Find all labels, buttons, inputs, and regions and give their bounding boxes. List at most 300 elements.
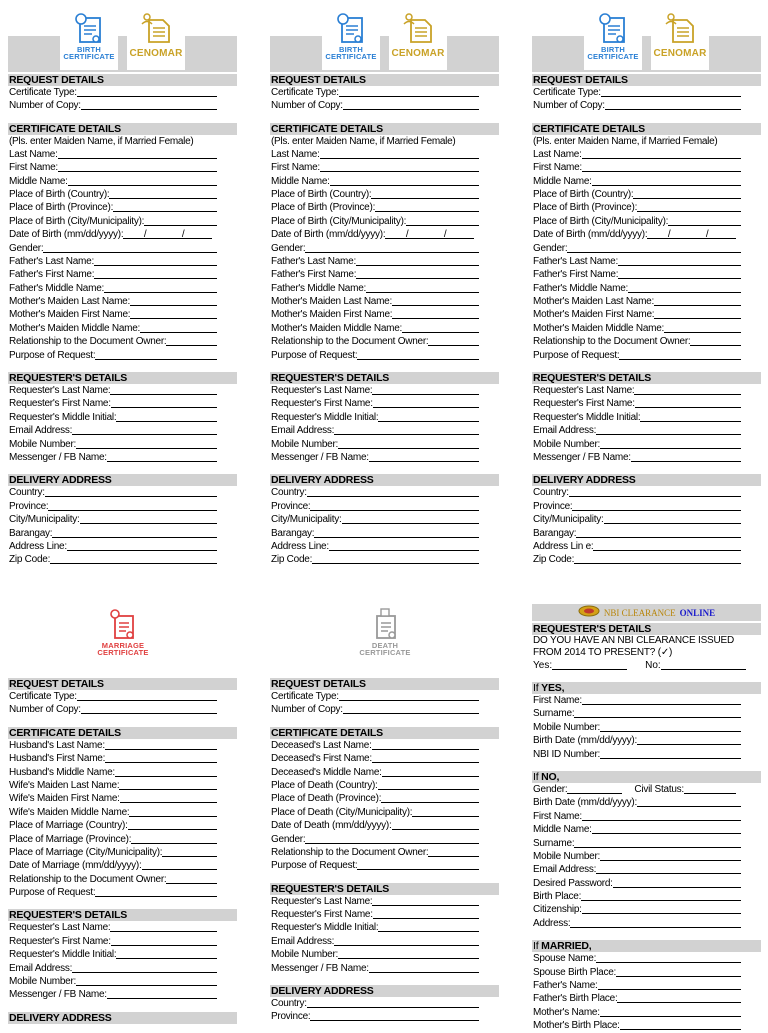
field-input-line[interactable] [48, 500, 217, 511]
field-input-line[interactable] [109, 188, 217, 199]
field-input-line[interactable] [142, 859, 217, 870]
field-input-line[interactable] [312, 553, 479, 564]
field-input-line[interactable] [67, 540, 217, 551]
form-row [8, 553, 237, 566]
field-input-line[interactable] [372, 895, 479, 906]
field-input-line[interactable] [320, 161, 479, 172]
field-label: Date of Birth (mm/dd/yyyy): [533, 229, 648, 241]
delivery-address-section [532, 474, 761, 566]
form-row [8, 921, 237, 934]
field-input-line[interactable] [392, 295, 479, 306]
field-input-line[interactable] [81, 703, 217, 714]
form-row [8, 703, 237, 716]
field-input-line[interactable] [576, 527, 741, 538]
field-input-line[interactable] [305, 833, 479, 844]
field-input-line[interactable] [356, 268, 479, 279]
field-label: Relationship to the Document Owner: [9, 873, 167, 885]
gender-input-line[interactable] [567, 783, 622, 794]
field-input-line[interactable] [166, 335, 217, 346]
field-input-line[interactable] [574, 707, 741, 718]
field-input-line[interactable] [339, 690, 479, 701]
field-input-line[interactable] [373, 908, 479, 919]
cenomar-logo [127, 8, 185, 70]
field-input-line[interactable] [131, 833, 217, 844]
field-input-line[interactable] [52, 527, 217, 538]
field-input-line[interactable] [428, 846, 479, 857]
form-row [270, 322, 499, 335]
field-label: Requester's Last Name: [271, 895, 373, 907]
cenomar-logo [651, 8, 709, 70]
form-row [8, 766, 237, 779]
field-input-line[interactable] [572, 500, 741, 511]
field-input-line[interactable] [111, 397, 217, 408]
field-label: Mobile Number: [533, 721, 601, 733]
form-row [270, 438, 499, 451]
field-input-line[interactable] [107, 451, 217, 462]
delivery-address-section [270, 985, 499, 1024]
field-label: Wife's Maiden Middle Name: [9, 806, 130, 818]
form-row [532, 397, 761, 410]
field-label: Wife's Maiden First Name: [9, 793, 120, 805]
field-input-line[interactable] [342, 513, 479, 524]
if-heading [532, 682, 761, 694]
field-input-line[interactable] [598, 979, 741, 990]
field-input-line[interactable] [113, 201, 217, 212]
field-label: Father's Middle Name: [533, 282, 629, 294]
field-input-line[interactable] [120, 792, 217, 803]
form-row [532, 952, 761, 965]
field-input-line[interactable] [95, 349, 217, 360]
form-row [8, 873, 237, 886]
field-input-line[interactable] [690, 335, 741, 346]
field-label: Place of Death (Province): [271, 793, 382, 805]
field-label: Date of Birth (mm/dd/yyyy): [271, 229, 386, 241]
field-input-line[interactable] [582, 903, 741, 914]
field-input-line[interactable] [76, 438, 217, 449]
field-input-line[interactable] [633, 188, 741, 199]
field-input-line[interactable] [600, 850, 741, 861]
form-row [270, 255, 499, 268]
field-input-line[interactable] [406, 215, 479, 226]
form-birth-cenomar-3 [532, 0, 761, 567]
field-input-line[interactable] [600, 721, 741, 732]
form-row [532, 308, 761, 321]
field-input-line[interactable] [375, 201, 479, 212]
field-input-line[interactable] [116, 948, 217, 959]
form-row [532, 500, 761, 513]
birth-certificate-icon [584, 10, 642, 46]
nbi-logo-online: ONLINE [679, 607, 716, 618]
field-label: Middle Name: [533, 175, 592, 187]
field-input-line[interactable] [369, 451, 479, 462]
field-label: Certificate Type: [9, 87, 77, 98]
field-input-line[interactable] [110, 921, 217, 932]
field-input-line[interactable] [128, 819, 217, 830]
field-input-line[interactable] [371, 188, 479, 199]
field-input-line[interactable] [574, 553, 741, 564]
field-input-line[interactable] [130, 308, 217, 319]
field-input-line[interactable] [95, 886, 217, 897]
form-row [8, 148, 237, 161]
field-input-line[interactable] [637, 734, 741, 745]
field-input-line[interactable] [329, 540, 479, 551]
form-row [532, 748, 761, 761]
field-input-line[interactable] [369, 962, 479, 973]
form-body [8, 74, 237, 567]
field-input-line[interactable] [334, 424, 479, 435]
birth-certificate-logo [322, 8, 380, 70]
form-row [532, 242, 761, 255]
field-input-line[interactable] [596, 952, 741, 963]
field-input-line[interactable] [574, 837, 741, 848]
field-input-line[interactable] [616, 966, 741, 977]
form-row [532, 175, 761, 188]
field-input-line[interactable] [640, 411, 741, 422]
date-month-line[interactable]: / [385, 228, 408, 239]
field-input-line[interactable] [392, 819, 479, 830]
field-label: Date of Birth (mm/dd/yyyy): [9, 229, 124, 241]
field-input-line[interactable] [116, 411, 217, 422]
field-input-line[interactable] [314, 527, 479, 538]
form-row [532, 255, 761, 268]
form-row [532, 734, 761, 747]
field-input-line[interactable] [77, 690, 217, 701]
field-input-line[interactable] [356, 255, 479, 266]
field-label: Barangay: [9, 527, 53, 539]
field-input-line[interactable] [94, 255, 217, 266]
field-input-line[interactable] [338, 438, 479, 449]
form-row [532, 438, 761, 451]
form-row [532, 721, 761, 734]
field-label: Purpose of Request: [533, 349, 620, 361]
field-input-line[interactable] [357, 349, 479, 360]
field-label: Last Name: [271, 148, 320, 160]
field-input-line[interactable] [111, 935, 217, 946]
field-input-line[interactable] [366, 282, 479, 293]
certificate-details-section [8, 123, 237, 362]
field-input-line[interactable] [76, 975, 217, 986]
request-details-section [532, 74, 761, 113]
field-input-line[interactable] [305, 242, 479, 253]
field-label: Number of Copy: [9, 100, 81, 112]
field-input-line[interactable] [637, 201, 741, 212]
section-heading: REQUESTER'S DETAILS [8, 909, 237, 921]
field-input-line[interactable] [582, 694, 741, 705]
if-heading [532, 940, 761, 952]
form-row [8, 308, 237, 321]
field-label: Address: [533, 917, 571, 929]
field-label: Citizenship: [533, 904, 582, 916]
field-input-line[interactable] [428, 335, 479, 346]
field-input-line[interactable] [592, 175, 741, 186]
field-input-line[interactable] [68, 175, 217, 186]
field-input-line[interactable] [166, 873, 217, 884]
birth-certificate-logo [60, 8, 118, 70]
field-input-line[interactable] [613, 877, 741, 888]
form-row [270, 997, 499, 1010]
date-year-line[interactable] [708, 228, 736, 239]
field-label: Mobile Number: [533, 438, 601, 450]
request-details-section [270, 678, 499, 717]
field-input-line[interactable] [605, 99, 741, 110]
field-label: City/Municipality: [9, 514, 80, 526]
field-label: Last Name: [533, 148, 582, 160]
form-row [8, 397, 237, 410]
cenomar-caption: CENOMAR [129, 48, 183, 59]
field-input-line[interactable] [569, 486, 741, 497]
form-header [8, 600, 237, 668]
field-input-line[interactable] [600, 748, 741, 759]
form-row [8, 451, 237, 464]
field-input-line[interactable] [72, 962, 217, 973]
form-row [270, 215, 499, 228]
field-input-line[interactable] [582, 148, 741, 159]
field-input-line[interactable] [618, 268, 741, 279]
field-input-line[interactable] [81, 99, 217, 110]
nbi-emblem-icon [578, 604, 600, 622]
form-birth-cenomar-2 [270, 0, 499, 567]
field-input-line[interactable] [582, 161, 741, 172]
field-input-line[interactable] [601, 86, 741, 97]
field-input-line[interactable] [600, 1006, 741, 1017]
birth-certificate-caption: BIRTH CERTIFICATE [63, 45, 115, 61]
field-input-line[interactable] [162, 846, 217, 857]
marriage-certificate-icon [88, 606, 158, 642]
field-input-line[interactable] [378, 411, 479, 422]
form-row [532, 890, 761, 903]
field-input-line[interactable] [58, 148, 217, 159]
if-married-section [532, 940, 761, 1032]
field-label: Deceased's First Name: [271, 753, 372, 765]
field-label: Mother's Maiden Middle Name: [9, 322, 141, 334]
field-input-line[interactable] [50, 553, 217, 564]
date-day-line[interactable]: / [146, 228, 184, 239]
form-header [532, 0, 761, 62]
form-row [532, 513, 761, 526]
field-label: City/Municipality: [271, 514, 342, 526]
field-input-line[interactable] [631, 451, 741, 462]
field-input-line[interactable] [119, 779, 217, 790]
date-year-line[interactable] [184, 228, 212, 239]
field-input-line[interactable] [668, 215, 741, 226]
field-label: Place of Birth (Province): [533, 202, 638, 214]
date-month-line[interactable]: / [123, 228, 146, 239]
yes-input-line[interactable] [552, 659, 627, 670]
field-input-line[interactable] [107, 988, 217, 999]
date-year-line[interactable] [446, 228, 474, 239]
date-month-line[interactable]: / [647, 228, 670, 239]
form-row [270, 806, 499, 819]
field-input-line[interactable] [94, 268, 217, 279]
field-label: City/Municipality: [533, 514, 604, 526]
death-certificate-caption: DEATH CERTIFICATE [359, 641, 411, 657]
nbi-logo-bar [532, 604, 761, 621]
field-input-line[interactable] [619, 349, 741, 360]
field-input-line[interactable] [618, 255, 741, 266]
field-input-line[interactable] [617, 992, 741, 1003]
field-label: First Name: [533, 695, 582, 706]
field-input-line[interactable] [58, 161, 217, 172]
field-input-line[interactable] [320, 148, 479, 159]
form-row [8, 935, 237, 948]
field-label: Purpose of Request: [9, 887, 96, 899]
field-input-line[interactable] [140, 322, 217, 333]
field-input-line[interactable] [581, 890, 741, 901]
field-label: Place of Birth (Province): [271, 202, 376, 214]
if-keyword: YES, [541, 682, 565, 694]
field-label: Country: [271, 487, 307, 499]
field-input-line[interactable] [654, 295, 741, 306]
field-input-line[interactable] [372, 739, 479, 750]
field-input-line[interactable] [412, 806, 479, 817]
field-label: Requester's Middle Initial: [9, 949, 117, 961]
field-label: Zip Code: [533, 554, 575, 566]
field-input-line[interactable] [130, 295, 217, 306]
field-label: Requester's Last Name: [9, 385, 111, 397]
field-input-line[interactable] [373, 397, 479, 408]
field-label: Mother's Maiden Middle Name: [271, 322, 403, 334]
field-label: Place of Birth (City/Municipality): [9, 215, 145, 227]
form-row [532, 161, 761, 174]
form-row [270, 752, 499, 765]
field-input-line[interactable] [45, 486, 217, 497]
field-input-line[interactable] [372, 752, 479, 763]
field-input-line[interactable] [72, 424, 217, 435]
field-input-line[interactable] [334, 935, 479, 946]
field-input-line[interactable] [129, 806, 217, 817]
field-input-line[interactable] [582, 810, 741, 821]
field-input-line[interactable] [310, 500, 479, 511]
field-input-line[interactable] [338, 948, 479, 959]
field-input-line[interactable] [378, 921, 479, 932]
field-input-line[interactable] [634, 384, 741, 395]
field-input-line[interactable] [592, 823, 741, 834]
field-input-line[interactable] [596, 863, 741, 874]
yes-no-row [532, 659, 761, 672]
field-input-line[interactable] [339, 86, 479, 97]
field-label: Certificate Type: [271, 691, 339, 702]
if-keyword: MARRIED, [541, 940, 592, 953]
field-label: Father's Birth Place: [533, 993, 618, 1005]
field-input-line[interactable] [664, 322, 741, 333]
no-input-line[interactable] [661, 659, 746, 670]
field-input-line[interactable] [105, 752, 217, 763]
form-row [270, 948, 499, 961]
field-input-line[interactable] [343, 703, 479, 714]
field-input-line[interactable] [104, 282, 217, 293]
if-heading [532, 771, 761, 783]
form-row [8, 792, 237, 805]
form-row [532, 863, 761, 876]
form-row-date [532, 228, 761, 241]
field-label: Father's First Name: [9, 269, 95, 281]
form-row [8, 752, 237, 765]
form-row [8, 384, 237, 397]
field-input-line[interactable] [570, 917, 741, 928]
field-input-line[interactable] [307, 997, 479, 1008]
form-row [8, 739, 237, 752]
birth-certificate-logo [584, 8, 642, 70]
field-input-line[interactable] [628, 282, 741, 293]
request-details-section [8, 74, 237, 113]
field-label: Birth Place: [533, 891, 582, 903]
if-prefix: If [533, 682, 542, 694]
field-label: Requester's First Name: [9, 398, 111, 410]
form-row [270, 308, 499, 321]
field-label: Purpose of Request: [271, 860, 358, 872]
field-input-line[interactable] [620, 1019, 741, 1030]
field-input-line[interactable] [600, 438, 741, 449]
field-input-line[interactable] [392, 308, 479, 319]
field-label: Wife's Maiden Last Name: [9, 779, 120, 791]
field-input-line[interactable] [378, 779, 479, 790]
field-input-line[interactable] [115, 766, 217, 777]
field-input-line[interactable] [593, 540, 741, 551]
field-input-line[interactable] [381, 792, 479, 803]
section-heading: DELIVERY ADDRESS [532, 474, 761, 486]
date-day-line[interactable]: / [408, 228, 446, 239]
field-input-line[interactable] [402, 322, 479, 333]
field-input-line[interactable] [105, 739, 217, 750]
field-input-line[interactable] [637, 796, 741, 807]
date-day-line[interactable]: / [670, 228, 708, 239]
field-label: Email Address: [271, 935, 335, 947]
field-input-line[interactable] [654, 308, 741, 319]
field-input-line[interactable] [604, 513, 741, 524]
field-input-line[interactable] [80, 513, 217, 524]
field-input-line[interactable] [110, 384, 217, 395]
field-input-line[interactable] [567, 242, 741, 253]
form-row [532, 540, 761, 553]
birth-certificate-icon [322, 10, 380, 46]
field-input-line[interactable] [596, 424, 741, 435]
field-input-line[interactable] [307, 486, 479, 497]
field-label: Purpose of Request: [9, 349, 96, 361]
form-row [8, 886, 237, 899]
field-label: Zip Code: [271, 554, 313, 566]
field-input-line[interactable] [357, 859, 479, 870]
section-heading: DELIVERY ADDRESS [8, 474, 237, 486]
field-label: First Name: [271, 162, 320, 174]
requester-details-section [8, 909, 237, 1001]
civil-status-input-line[interactable] [684, 783, 736, 794]
field-input-line[interactable] [330, 175, 479, 186]
field-input-line[interactable] [43, 242, 217, 253]
field-input-line[interactable] [372, 384, 479, 395]
form-row [532, 966, 761, 979]
form-row [270, 411, 499, 424]
field-input-line[interactable] [310, 1010, 479, 1021]
field-input-line[interactable] [635, 397, 741, 408]
if-prefix: If [533, 770, 542, 783]
form-row [532, 384, 761, 397]
form-row [532, 486, 761, 499]
form-row [8, 988, 237, 1001]
form-row [8, 846, 237, 859]
certificate-details-section [8, 727, 237, 900]
field-input-line[interactable] [343, 99, 479, 110]
field-label: Relationship to the Document Owner: [271, 846, 429, 858]
field-label: Father's Middle Name: [9, 282, 105, 294]
field-label: Email Address: [9, 962, 73, 974]
field-label: Husband's Middle Name: [9, 766, 115, 778]
field-input-line[interactable] [77, 86, 217, 97]
field-input-line[interactable] [382, 766, 479, 777]
nbi-logo-text: NBI CLEARANCE [603, 607, 676, 618]
field-input-line[interactable] [144, 215, 217, 226]
field-label: Place of Birth (Province): [9, 202, 114, 214]
form-row [270, 175, 499, 188]
